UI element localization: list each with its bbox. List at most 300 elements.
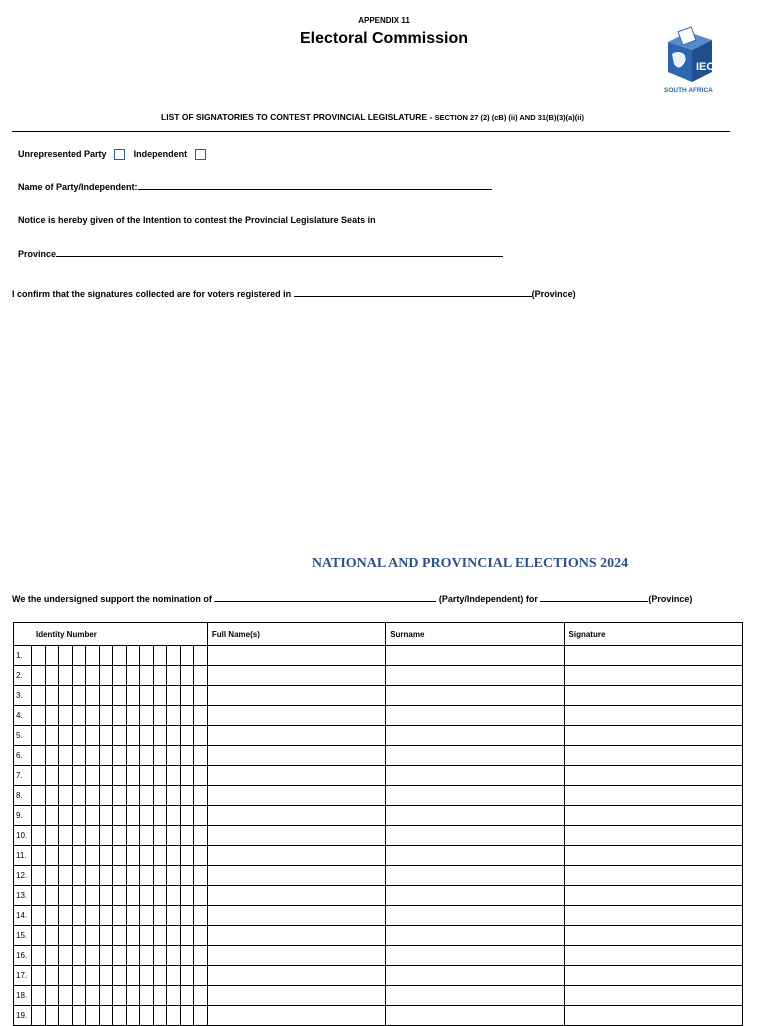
id-digit-cell[interactable] [180, 986, 194, 1006]
id-digit-cell[interactable] [59, 686, 73, 706]
id-digit-cell[interactable] [86, 646, 100, 666]
id-digit-cell[interactable] [153, 706, 167, 726]
id-digit-cell[interactable] [194, 766, 208, 786]
surname-cell[interactable] [386, 646, 564, 666]
id-digit-cell[interactable] [72, 946, 86, 966]
id-digit-cell[interactable] [194, 906, 208, 926]
id-digit-cell[interactable] [140, 706, 154, 726]
id-digit-cell[interactable] [32, 886, 46, 906]
signature-cell[interactable] [564, 666, 742, 686]
id-digit-cell[interactable] [180, 926, 194, 946]
id-digit-cell[interactable] [140, 846, 154, 866]
id-digit-cell[interactable] [180, 706, 194, 726]
id-digit-cell[interactable] [86, 966, 100, 986]
id-digit-cell[interactable] [167, 706, 181, 726]
id-digit-cell[interactable] [72, 886, 86, 906]
id-digit-cell[interactable] [59, 726, 73, 746]
id-digit-cell[interactable] [140, 766, 154, 786]
id-digit-cell[interactable] [140, 886, 154, 906]
surname-cell[interactable] [386, 806, 564, 826]
id-digit-cell[interactable] [86, 726, 100, 746]
id-digit-cell[interactable] [140, 666, 154, 686]
id-digit-cell[interactable] [113, 986, 127, 1006]
registered-province-field[interactable] [294, 288, 532, 297]
id-digit-cell[interactable] [45, 646, 59, 666]
full-names-cell[interactable] [207, 906, 385, 926]
id-digit-cell[interactable] [126, 726, 140, 746]
id-digit-cell[interactable] [126, 826, 140, 846]
id-digit-cell[interactable] [72, 646, 86, 666]
id-digit-cell[interactable] [99, 686, 113, 706]
surname-cell[interactable] [386, 986, 564, 1006]
id-digit-cell[interactable] [59, 646, 73, 666]
id-digit-cell[interactable] [140, 746, 154, 766]
full-names-cell[interactable] [207, 806, 385, 826]
id-digit-cell[interactable] [153, 906, 167, 926]
id-digit-cell[interactable] [86, 846, 100, 866]
id-digit-cell[interactable] [32, 746, 46, 766]
id-digit-cell[interactable] [45, 786, 59, 806]
id-digit-cell[interactable] [59, 866, 73, 886]
id-digit-cell[interactable] [140, 1006, 154, 1026]
id-digit-cell[interactable] [180, 846, 194, 866]
full-names-cell[interactable] [207, 946, 385, 966]
id-digit-cell[interactable] [153, 926, 167, 946]
id-digit-cell[interactable] [32, 906, 46, 926]
id-digit-cell[interactable] [86, 786, 100, 806]
surname-cell[interactable] [386, 966, 564, 986]
id-digit-cell[interactable] [167, 806, 181, 826]
id-digit-cell[interactable] [167, 926, 181, 946]
id-digit-cell[interactable] [86, 746, 100, 766]
id-digit-cell[interactable] [45, 686, 59, 706]
id-digit-cell[interactable] [140, 986, 154, 1006]
id-digit-cell[interactable] [113, 786, 127, 806]
full-names-cell[interactable] [207, 966, 385, 986]
id-digit-cell[interactable] [126, 886, 140, 906]
id-digit-cell[interactable] [126, 686, 140, 706]
id-digit-cell[interactable] [32, 866, 46, 886]
id-digit-cell[interactable] [153, 686, 167, 706]
signature-cell[interactable] [564, 966, 742, 986]
id-digit-cell[interactable] [59, 906, 73, 926]
id-digit-cell[interactable] [180, 866, 194, 886]
id-digit-cell[interactable] [45, 966, 59, 986]
full-names-cell[interactable] [207, 726, 385, 746]
id-digit-cell[interactable] [59, 1006, 73, 1026]
surname-cell[interactable] [386, 686, 564, 706]
id-digit-cell[interactable] [99, 886, 113, 906]
full-names-cell[interactable] [207, 886, 385, 906]
id-digit-cell[interactable] [59, 886, 73, 906]
id-digit-cell[interactable] [99, 786, 113, 806]
signature-cell[interactable] [564, 926, 742, 946]
id-digit-cell[interactable] [32, 686, 46, 706]
surname-cell[interactable] [386, 946, 564, 966]
id-digit-cell[interactable] [167, 906, 181, 926]
id-digit-cell[interactable] [167, 686, 181, 706]
id-digit-cell[interactable] [113, 706, 127, 726]
id-digit-cell[interactable] [126, 646, 140, 666]
id-digit-cell[interactable] [59, 706, 73, 726]
id-digit-cell[interactable] [180, 886, 194, 906]
id-digit-cell[interactable] [99, 766, 113, 786]
id-digit-cell[interactable] [167, 1006, 181, 1026]
full-names-cell[interactable] [207, 646, 385, 666]
id-digit-cell[interactable] [153, 726, 167, 746]
id-digit-cell[interactable] [126, 926, 140, 946]
id-digit-cell[interactable] [99, 906, 113, 926]
id-digit-cell[interactable] [113, 746, 127, 766]
signature-cell[interactable] [564, 906, 742, 926]
id-digit-cell[interactable] [86, 986, 100, 1006]
id-digit-cell[interactable] [180, 746, 194, 766]
id-digit-cell[interactable] [32, 946, 46, 966]
id-digit-cell[interactable] [140, 866, 154, 886]
id-digit-cell[interactable] [194, 646, 208, 666]
id-digit-cell[interactable] [194, 866, 208, 886]
id-digit-cell[interactable] [45, 886, 59, 906]
id-digit-cell[interactable] [167, 986, 181, 1006]
id-digit-cell[interactable] [72, 806, 86, 826]
id-digit-cell[interactable] [86, 686, 100, 706]
id-digit-cell[interactable] [72, 846, 86, 866]
id-digit-cell[interactable] [45, 706, 59, 726]
independent-checkbox[interactable] [195, 149, 206, 160]
id-digit-cell[interactable] [194, 926, 208, 946]
id-digit-cell[interactable] [140, 726, 154, 746]
id-digit-cell[interactable] [45, 846, 59, 866]
id-digit-cell[interactable] [194, 726, 208, 746]
signature-cell[interactable] [564, 986, 742, 1006]
id-digit-cell[interactable] [113, 666, 127, 686]
full-names-cell[interactable] [207, 786, 385, 806]
id-digit-cell[interactable] [72, 726, 86, 746]
id-digit-cell[interactable] [86, 806, 100, 826]
id-digit-cell[interactable] [72, 826, 86, 846]
surname-cell[interactable] [386, 846, 564, 866]
id-digit-cell[interactable] [45, 906, 59, 926]
id-digit-cell[interactable] [72, 866, 86, 886]
id-digit-cell[interactable] [167, 826, 181, 846]
signature-cell[interactable] [564, 1006, 742, 1026]
id-digit-cell[interactable] [140, 826, 154, 846]
id-digit-cell[interactable] [32, 806, 46, 826]
id-digit-cell[interactable] [72, 746, 86, 766]
surname-cell[interactable] [386, 926, 564, 946]
id-digit-cell[interactable] [86, 1006, 100, 1026]
id-digit-cell[interactable] [45, 926, 59, 946]
id-digit-cell[interactable] [113, 766, 127, 786]
id-digit-cell[interactable] [180, 806, 194, 826]
id-digit-cell[interactable] [86, 926, 100, 946]
id-digit-cell[interactable] [32, 666, 46, 686]
id-digit-cell[interactable] [126, 906, 140, 926]
full-names-cell[interactable] [207, 866, 385, 886]
id-digit-cell[interactable] [86, 826, 100, 846]
id-digit-cell[interactable] [126, 706, 140, 726]
nomination-field[interactable] [214, 593, 436, 602]
id-digit-cell[interactable] [72, 706, 86, 726]
id-digit-cell[interactable] [167, 946, 181, 966]
id-digit-cell[interactable] [32, 966, 46, 986]
id-digit-cell[interactable] [72, 926, 86, 946]
id-digit-cell[interactable] [167, 886, 181, 906]
id-digit-cell[interactable] [99, 746, 113, 766]
id-digit-cell[interactable] [99, 806, 113, 826]
id-digit-cell[interactable] [126, 666, 140, 686]
id-digit-cell[interactable] [126, 786, 140, 806]
full-names-cell[interactable] [207, 766, 385, 786]
id-digit-cell[interactable] [59, 966, 73, 986]
id-digit-cell[interactable] [126, 1006, 140, 1026]
id-digit-cell[interactable] [194, 966, 208, 986]
id-digit-cell[interactable] [113, 886, 127, 906]
signature-cell[interactable] [564, 846, 742, 866]
id-digit-cell[interactable] [167, 646, 181, 666]
id-digit-cell[interactable] [180, 1006, 194, 1026]
id-digit-cell[interactable] [32, 726, 46, 746]
id-digit-cell[interactable] [45, 666, 59, 686]
id-digit-cell[interactable] [99, 726, 113, 746]
id-digit-cell[interactable] [194, 1006, 208, 1026]
id-digit-cell[interactable] [194, 826, 208, 846]
id-digit-cell[interactable] [99, 966, 113, 986]
id-digit-cell[interactable] [126, 846, 140, 866]
surname-cell[interactable] [386, 886, 564, 906]
signature-cell[interactable] [564, 646, 742, 666]
id-digit-cell[interactable] [153, 806, 167, 826]
id-digit-cell[interactable] [32, 1006, 46, 1026]
id-digit-cell[interactable] [99, 666, 113, 686]
id-digit-cell[interactable] [86, 866, 100, 886]
id-digit-cell[interactable] [45, 726, 59, 746]
id-digit-cell[interactable] [126, 986, 140, 1006]
party-name-field[interactable] [138, 181, 492, 190]
signature-cell[interactable] [564, 726, 742, 746]
id-digit-cell[interactable] [99, 706, 113, 726]
id-digit-cell[interactable] [45, 946, 59, 966]
id-digit-cell[interactable] [153, 986, 167, 1006]
id-digit-cell[interactable] [72, 666, 86, 686]
id-digit-cell[interactable] [194, 886, 208, 906]
id-digit-cell[interactable] [72, 1006, 86, 1026]
unrepresented-party-checkbox[interactable] [114, 149, 125, 160]
id-digit-cell[interactable] [194, 806, 208, 826]
id-digit-cell[interactable] [86, 706, 100, 726]
id-digit-cell[interactable] [45, 806, 59, 826]
id-digit-cell[interactable] [194, 946, 208, 966]
id-digit-cell[interactable] [140, 786, 154, 806]
id-digit-cell[interactable] [99, 926, 113, 946]
id-digit-cell[interactable] [113, 726, 127, 746]
id-digit-cell[interactable] [126, 966, 140, 986]
id-digit-cell[interactable] [180, 766, 194, 786]
id-digit-cell[interactable] [99, 826, 113, 846]
full-names-cell[interactable] [207, 926, 385, 946]
id-digit-cell[interactable] [153, 1006, 167, 1026]
surname-cell[interactable] [386, 726, 564, 746]
id-digit-cell[interactable] [180, 786, 194, 806]
id-digit-cell[interactable] [99, 986, 113, 1006]
id-digit-cell[interactable] [113, 926, 127, 946]
id-digit-cell[interactable] [32, 846, 46, 866]
id-digit-cell[interactable] [72, 786, 86, 806]
id-digit-cell[interactable] [45, 866, 59, 886]
id-digit-cell[interactable] [45, 1006, 59, 1026]
full-names-cell[interactable] [207, 846, 385, 866]
province-field[interactable] [56, 248, 503, 257]
id-digit-cell[interactable] [153, 966, 167, 986]
signature-cell[interactable] [564, 746, 742, 766]
id-digit-cell[interactable] [113, 1006, 127, 1026]
id-digit-cell[interactable] [86, 886, 100, 906]
full-names-cell[interactable] [207, 706, 385, 726]
id-digit-cell[interactable] [194, 746, 208, 766]
id-digit-cell[interactable] [180, 906, 194, 926]
id-digit-cell[interactable] [153, 786, 167, 806]
id-digit-cell[interactable] [180, 946, 194, 966]
full-names-cell[interactable] [207, 826, 385, 846]
id-digit-cell[interactable] [194, 846, 208, 866]
id-digit-cell[interactable] [180, 666, 194, 686]
signature-cell[interactable] [564, 786, 742, 806]
id-digit-cell[interactable] [45, 826, 59, 846]
id-digit-cell[interactable] [32, 986, 46, 1006]
id-digit-cell[interactable] [167, 666, 181, 686]
id-digit-cell[interactable] [140, 646, 154, 666]
id-digit-cell[interactable] [153, 946, 167, 966]
id-digit-cell[interactable] [126, 766, 140, 786]
signature-cell[interactable] [564, 686, 742, 706]
id-digit-cell[interactable] [86, 666, 100, 686]
signature-cell[interactable] [564, 806, 742, 826]
id-digit-cell[interactable] [32, 646, 46, 666]
surname-cell[interactable] [386, 826, 564, 846]
surname-cell[interactable] [386, 766, 564, 786]
surname-cell[interactable] [386, 666, 564, 686]
id-digit-cell[interactable] [167, 726, 181, 746]
id-digit-cell[interactable] [32, 706, 46, 726]
full-names-cell[interactable] [207, 666, 385, 686]
id-digit-cell[interactable] [113, 806, 127, 826]
id-digit-cell[interactable] [59, 826, 73, 846]
full-names-cell[interactable] [207, 686, 385, 706]
full-names-cell[interactable] [207, 1006, 385, 1026]
id-digit-cell[interactable] [153, 766, 167, 786]
surname-cell[interactable] [386, 1006, 564, 1026]
id-digit-cell[interactable] [113, 966, 127, 986]
id-digit-cell[interactable] [153, 866, 167, 886]
id-digit-cell[interactable] [167, 786, 181, 806]
id-digit-cell[interactable] [86, 766, 100, 786]
signature-cell[interactable] [564, 706, 742, 726]
id-digit-cell[interactable] [113, 686, 127, 706]
id-digit-cell[interactable] [59, 746, 73, 766]
id-digit-cell[interactable] [153, 846, 167, 866]
id-digit-cell[interactable] [113, 646, 127, 666]
id-digit-cell[interactable] [167, 866, 181, 886]
id-digit-cell[interactable] [167, 766, 181, 786]
id-digit-cell[interactable] [59, 846, 73, 866]
id-digit-cell[interactable] [72, 906, 86, 926]
id-digit-cell[interactable] [59, 666, 73, 686]
id-digit-cell[interactable] [180, 826, 194, 846]
id-digit-cell[interactable] [126, 866, 140, 886]
id-digit-cell[interactable] [59, 986, 73, 1006]
id-digit-cell[interactable] [140, 906, 154, 926]
id-digit-cell[interactable] [180, 966, 194, 986]
id-digit-cell[interactable] [32, 926, 46, 946]
id-digit-cell[interactable] [113, 946, 127, 966]
id-digit-cell[interactable] [194, 666, 208, 686]
id-digit-cell[interactable] [180, 726, 194, 746]
id-digit-cell[interactable] [113, 866, 127, 886]
id-digit-cell[interactable] [99, 946, 113, 966]
full-names-cell[interactable] [207, 986, 385, 1006]
id-digit-cell[interactable] [194, 786, 208, 806]
id-digit-cell[interactable] [153, 746, 167, 766]
nomination-province-field[interactable] [540, 593, 648, 602]
id-digit-cell[interactable] [45, 986, 59, 1006]
surname-cell[interactable] [386, 706, 564, 726]
id-digit-cell[interactable] [72, 986, 86, 1006]
id-digit-cell[interactable] [140, 806, 154, 826]
id-digit-cell[interactable] [194, 706, 208, 726]
id-digit-cell[interactable] [45, 746, 59, 766]
id-digit-cell[interactable] [113, 846, 127, 866]
id-digit-cell[interactable] [126, 746, 140, 766]
id-digit-cell[interactable] [153, 826, 167, 846]
id-digit-cell[interactable] [180, 646, 194, 666]
id-digit-cell[interactable] [113, 826, 127, 846]
signature-cell[interactable] [564, 826, 742, 846]
signature-cell[interactable] [564, 766, 742, 786]
id-digit-cell[interactable] [86, 946, 100, 966]
surname-cell[interactable] [386, 786, 564, 806]
id-digit-cell[interactable] [194, 986, 208, 1006]
id-digit-cell[interactable] [99, 866, 113, 886]
id-digit-cell[interactable] [59, 806, 73, 826]
id-digit-cell[interactable] [167, 746, 181, 766]
id-digit-cell[interactable] [45, 766, 59, 786]
id-digit-cell[interactable] [72, 966, 86, 986]
id-digit-cell[interactable] [140, 946, 154, 966]
id-digit-cell[interactable] [32, 826, 46, 846]
id-digit-cell[interactable] [167, 846, 181, 866]
id-digit-cell[interactable] [59, 786, 73, 806]
id-digit-cell[interactable] [140, 966, 154, 986]
id-digit-cell[interactable] [180, 686, 194, 706]
id-digit-cell[interactable] [32, 766, 46, 786]
id-digit-cell[interactable] [86, 906, 100, 926]
id-digit-cell[interactable] [32, 786, 46, 806]
id-digit-cell[interactable] [59, 946, 73, 966]
surname-cell[interactable] [386, 906, 564, 926]
surname-cell[interactable] [386, 746, 564, 766]
id-digit-cell[interactable] [140, 926, 154, 946]
id-digit-cell[interactable] [99, 846, 113, 866]
id-digit-cell[interactable] [113, 906, 127, 926]
full-names-cell[interactable] [207, 746, 385, 766]
id-digit-cell[interactable] [126, 946, 140, 966]
id-digit-cell[interactable] [72, 766, 86, 786]
id-digit-cell[interactable] [126, 806, 140, 826]
id-digit-cell[interactable] [59, 766, 73, 786]
signature-cell[interactable] [564, 886, 742, 906]
signature-cell[interactable] [564, 946, 742, 966]
id-digit-cell[interactable] [153, 886, 167, 906]
